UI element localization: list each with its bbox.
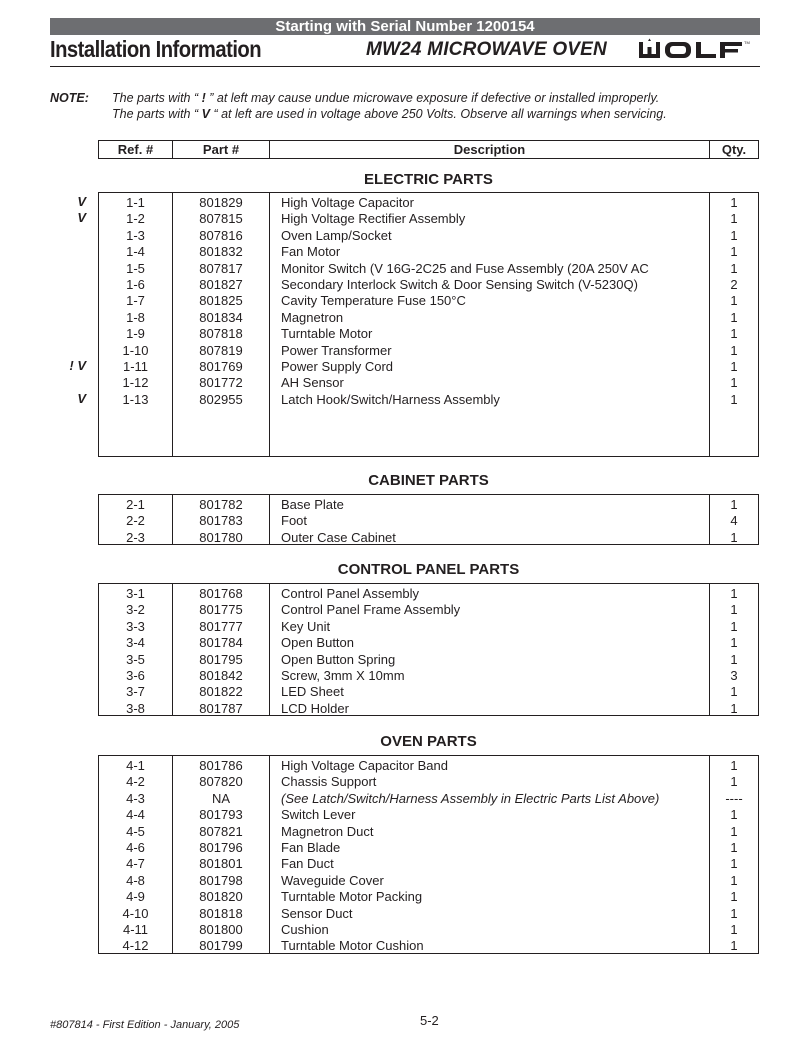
table-row bbox=[99, 277, 758, 293]
table-row bbox=[99, 922, 758, 938]
ref-cell: 4-10 bbox=[122, 905, 149, 921]
part-number-cell: 807819 bbox=[199, 342, 243, 358]
ref-cell: 1-4 bbox=[126, 244, 145, 260]
qty-cell: 1 bbox=[730, 938, 738, 954]
header-rule bbox=[50, 66, 760, 67]
description-cell: High Voltage Rectifier Assembly bbox=[281, 211, 466, 227]
qty-cell: 1 bbox=[730, 840, 738, 855]
warning-mark: V bbox=[77, 390, 86, 406]
part-number-cell: 801842 bbox=[199, 668, 243, 683]
ref-cell: 1-6 bbox=[126, 277, 145, 292]
table-row bbox=[99, 774, 758, 790]
part-number-cell: 801798 bbox=[199, 872, 243, 888]
product-name: MW24 MICROWAVE OVEN bbox=[366, 39, 607, 60]
table-row bbox=[99, 873, 758, 889]
part-number-cell: 801829 bbox=[199, 195, 243, 210]
description-cell: Fan Motor bbox=[281, 244, 341, 260]
ref-cell: 4-3 bbox=[126, 790, 145, 806]
table-row bbox=[99, 684, 758, 700]
part-number-cell: 801800 bbox=[199, 922, 243, 937]
ref-cell: 4-11 bbox=[122, 922, 149, 937]
description-cell: Turntable Motor bbox=[281, 326, 373, 342]
qty-cell: 1 bbox=[730, 586, 738, 601]
footer-edition: #807814 - First Edition - January, 2005 bbox=[50, 1019, 240, 1031]
table-row bbox=[99, 530, 758, 546]
part-number-cell: 801834 bbox=[199, 309, 243, 325]
qty-cell: 1 bbox=[730, 195, 738, 210]
part-number-cell: 807821 bbox=[199, 823, 243, 839]
table-row bbox=[99, 228, 758, 244]
part-number-cell: 801832 bbox=[199, 244, 243, 260]
description-cell: Foot bbox=[281, 513, 308, 529]
table-row bbox=[99, 195, 758, 211]
warning-mark: V bbox=[77, 194, 86, 209]
table-row bbox=[99, 326, 758, 342]
part-number-cell: 801795 bbox=[199, 651, 243, 667]
table-row bbox=[99, 840, 758, 856]
col-header-ref: Ref. # bbox=[99, 141, 173, 158]
ref-cell: 3-8 bbox=[126, 700, 145, 716]
table-row bbox=[99, 375, 758, 391]
part-number-cell: 801775 bbox=[199, 602, 243, 618]
qty-cell: 1 bbox=[730, 244, 738, 260]
col-header-description: Description bbox=[270, 141, 710, 158]
section-title: ELECTRIC PARTS bbox=[364, 171, 493, 188]
table-row bbox=[99, 513, 758, 529]
ref-cell: 3-7 bbox=[126, 684, 145, 700]
description-cell: Turntable Motor Cushion bbox=[281, 938, 424, 954]
part-number-cell: 801772 bbox=[199, 375, 243, 391]
page-title: Installation Information bbox=[50, 36, 262, 62]
parts-table bbox=[98, 192, 759, 457]
table-row bbox=[99, 211, 758, 227]
qty-cell: 1 bbox=[730, 700, 738, 716]
qty-cell: 1 bbox=[730, 211, 738, 227]
parts-table bbox=[98, 494, 759, 545]
description-cell: (See Latch/Switch/Harness Assembly in Electric Parts List Above) bbox=[281, 790, 660, 806]
qty-cell: 1 bbox=[730, 375, 738, 391]
part-number-cell: 801782 bbox=[199, 497, 243, 512]
ref-cell: 2-2 bbox=[126, 513, 145, 529]
table-row bbox=[99, 889, 758, 905]
qty-cell: 1 bbox=[730, 602, 738, 618]
qty-cell: 1 bbox=[730, 359, 738, 374]
description-cell: LCD Holder bbox=[281, 700, 349, 716]
table-row bbox=[99, 701, 758, 717]
table-row bbox=[99, 293, 758, 309]
ref-cell: 4-8 bbox=[126, 872, 145, 888]
description-cell: Switch Lever bbox=[281, 807, 356, 823]
part-number-cell: 801818 bbox=[199, 905, 243, 921]
description-cell: Turntable Motor Packing bbox=[281, 889, 423, 905]
part-number-cell: 801787 bbox=[199, 700, 243, 716]
ref-cell: 1-3 bbox=[126, 227, 145, 243]
part-number-cell: 807815 bbox=[199, 211, 243, 227]
qty-cell: 1 bbox=[730, 922, 738, 937]
part-number-cell: 807816 bbox=[199, 227, 243, 243]
part-number-cell: 801786 bbox=[199, 758, 243, 773]
warning-mark: ! V bbox=[69, 358, 86, 373]
table-row bbox=[99, 758, 758, 774]
ref-cell: 3-2 bbox=[126, 602, 145, 618]
table-row bbox=[99, 807, 758, 823]
qty-cell: 3 bbox=[730, 668, 738, 683]
qty-cell: 1 bbox=[730, 326, 738, 342]
page-number: 5-2 bbox=[420, 1013, 439, 1028]
description-cell: Base Plate bbox=[281, 497, 344, 512]
part-number-cell: 801827 bbox=[199, 277, 243, 292]
table-row bbox=[99, 906, 758, 922]
description-cell: Open Button Spring bbox=[281, 651, 396, 667]
part-number-cell: 801822 bbox=[199, 684, 243, 700]
table-row bbox=[99, 668, 758, 684]
ref-cell: 2-1 bbox=[126, 497, 145, 512]
table-header bbox=[98, 140, 759, 159]
qty-cell: 1 bbox=[730, 684, 738, 700]
description-cell: Control Panel Frame Assembly bbox=[281, 602, 461, 618]
table-row bbox=[99, 359, 758, 375]
qty-cell: 1 bbox=[730, 618, 738, 634]
col-header-part: Part # bbox=[173, 141, 270, 158]
description-cell: Latch Hook/Switch/Harness Assembly bbox=[281, 391, 500, 407]
ref-cell: 4-1 bbox=[126, 758, 145, 773]
section-title: CABINET PARTS bbox=[368, 472, 489, 489]
ref-cell: 3-3 bbox=[126, 618, 145, 634]
description-cell: Chassis Support bbox=[281, 774, 377, 790]
ref-cell: 1-9 bbox=[126, 326, 145, 342]
note-symbol-exclaim: ! bbox=[201, 91, 206, 105]
qty-cell: 1 bbox=[730, 774, 738, 790]
description-cell: Magnetron Duct bbox=[281, 823, 374, 839]
table-row bbox=[99, 343, 758, 359]
description-cell: Power Supply Cord bbox=[281, 359, 393, 374]
serial-banner: Starting with Serial Number 1200154 bbox=[50, 18, 760, 35]
parts-table bbox=[98, 755, 759, 954]
qty-cell: 1 bbox=[730, 905, 738, 921]
ref-cell: 3-1 bbox=[126, 586, 145, 601]
ref-cell: 3-5 bbox=[126, 651, 145, 667]
note-line-2: The parts with “ V “ at left are used in voltage above 250 Volts. Observe all warnings when servicing. bbox=[112, 107, 667, 121]
description-cell: Key Unit bbox=[281, 618, 331, 634]
ref-cell: 4-4 bbox=[126, 807, 145, 823]
part-number-cell: 801768 bbox=[199, 586, 243, 601]
description-cell: Cavity Temperature Fuse 150°C bbox=[281, 293, 466, 309]
qty-cell: 1 bbox=[730, 807, 738, 823]
ref-cell: 1-10 bbox=[122, 342, 149, 358]
qty-cell: 1 bbox=[730, 342, 738, 358]
part-number-cell: 801825 bbox=[199, 293, 243, 309]
qty-cell: 1 bbox=[730, 260, 738, 276]
ref-cell: 3-4 bbox=[126, 635, 145, 651]
qty-cell: 1 bbox=[730, 227, 738, 243]
table-row bbox=[99, 824, 758, 840]
description-cell: Fan Duct bbox=[281, 856, 334, 872]
qty-cell: ---- bbox=[725, 790, 743, 806]
qty-cell: 1 bbox=[730, 872, 738, 888]
description-cell: Waveguide Cover bbox=[281, 872, 384, 888]
note-label: NOTE: bbox=[50, 91, 89, 105]
table-row bbox=[99, 938, 758, 954]
ref-cell: 1-5 bbox=[126, 260, 145, 276]
qty-cell: 1 bbox=[730, 391, 738, 407]
table-row bbox=[99, 497, 758, 513]
note-symbol-v: V bbox=[201, 107, 210, 121]
part-number-cell: 802955 bbox=[199, 391, 243, 407]
ref-cell: 4-7 bbox=[126, 856, 145, 872]
part-number-cell: 807818 bbox=[199, 326, 243, 342]
part-number-cell: 801780 bbox=[199, 529, 243, 545]
qty-cell: 1 bbox=[730, 758, 738, 773]
table-row bbox=[99, 261, 758, 277]
ref-cell: 1-2 bbox=[126, 211, 145, 227]
description-cell: Secondary Interlock Switch & Door Sensing Switch (V-5230Q) bbox=[281, 277, 638, 292]
ref-cell: 1-12 bbox=[122, 375, 149, 391]
note-line-1: The parts with “ ! ” at left may cause undue microwave exposure if defective or installed improperly. bbox=[112, 91, 660, 105]
ref-cell: 2-3 bbox=[126, 529, 145, 545]
table-row bbox=[99, 856, 758, 872]
part-number-cell: 801793 bbox=[199, 807, 243, 823]
description-cell: Outer Case Cabinet bbox=[281, 529, 396, 545]
ref-cell: 4-5 bbox=[126, 823, 145, 839]
description-cell: LED Sheet bbox=[281, 684, 344, 700]
description-cell: Control Panel Assembly bbox=[281, 586, 420, 601]
qty-cell: 1 bbox=[730, 651, 738, 667]
ref-cell: 4-12 bbox=[122, 938, 149, 954]
part-number-cell: 801799 bbox=[199, 938, 243, 954]
section-title: CONTROL PANEL PARTS bbox=[337, 561, 520, 578]
part-number-cell: 801783 bbox=[199, 513, 243, 529]
qty-cell: 1 bbox=[730, 889, 738, 905]
qty-cell: 2 bbox=[730, 277, 738, 292]
svg-text:TM: TM bbox=[744, 40, 750, 45]
description-cell: Cushion bbox=[281, 922, 329, 937]
qty-cell: 1 bbox=[730, 823, 738, 839]
part-number-cell: 807820 bbox=[199, 774, 243, 790]
part-number-cell: 801777 bbox=[199, 618, 243, 634]
table-row bbox=[99, 310, 758, 326]
qty-cell: 1 bbox=[730, 635, 738, 651]
table-row bbox=[99, 635, 758, 651]
qty-cell: 4 bbox=[730, 513, 738, 529]
part-number-cell: 801820 bbox=[199, 889, 243, 905]
description-cell: High Voltage Capacitor Band bbox=[281, 758, 448, 773]
ref-cell: 1-1 bbox=[126, 195, 145, 210]
description-cell: Oven Lamp/Socket bbox=[281, 227, 392, 243]
qty-cell: 1 bbox=[730, 293, 738, 309]
qty-cell: 1 bbox=[730, 497, 738, 512]
description-cell: Monitor Switch (V 16G-2C25 and Fuse Assembly (20A 250V AC bbox=[281, 260, 649, 276]
part-number-cell: NA bbox=[211, 790, 231, 806]
description-cell: High Voltage Capacitor bbox=[281, 195, 414, 210]
wolf-logo bbox=[638, 38, 760, 62]
table-row bbox=[99, 244, 758, 260]
ref-cell: 1-11 bbox=[122, 359, 149, 374]
description-cell: AH Sensor bbox=[281, 375, 344, 391]
section-title: OVEN PARTS bbox=[380, 733, 477, 750]
table-row bbox=[99, 602, 758, 618]
table-row bbox=[99, 586, 758, 602]
description-cell: Magnetron bbox=[281, 309, 344, 325]
part-number-cell: 801801 bbox=[199, 856, 243, 872]
description-cell: Screw, 3mm X 10mm bbox=[281, 668, 405, 683]
ref-cell: 4-6 bbox=[126, 840, 145, 855]
ref-cell: 1-7 bbox=[126, 293, 145, 309]
part-number-cell: 801769 bbox=[199, 359, 243, 374]
part-number-cell: 801796 bbox=[199, 840, 243, 855]
ref-cell: 1-8 bbox=[126, 309, 145, 325]
col-header-qty: Qty. bbox=[721, 142, 747, 157]
table-row bbox=[99, 392, 758, 408]
ref-cell: 4-2 bbox=[126, 774, 145, 790]
table-row bbox=[99, 791, 758, 807]
ref-cell: 4-9 bbox=[126, 889, 145, 905]
part-number-cell: 807817 bbox=[199, 260, 243, 276]
qty-cell: 1 bbox=[730, 309, 738, 325]
parts-table bbox=[98, 583, 759, 716]
table-row bbox=[99, 652, 758, 668]
qty-cell: 1 bbox=[730, 856, 738, 872]
description-cell: Sensor Duct bbox=[281, 905, 353, 921]
description-cell: Open Button bbox=[281, 635, 354, 651]
table-row bbox=[99, 619, 758, 635]
warning-mark: V bbox=[77, 210, 86, 226]
description-cell: Power Transformer bbox=[281, 342, 392, 358]
qty-cell: 1 bbox=[730, 529, 738, 545]
part-number-cell: 801784 bbox=[199, 635, 243, 651]
ref-cell: 3-6 bbox=[126, 668, 145, 683]
description-cell: Fan Blade bbox=[281, 840, 341, 855]
ref-cell: 1-13 bbox=[122, 391, 149, 407]
